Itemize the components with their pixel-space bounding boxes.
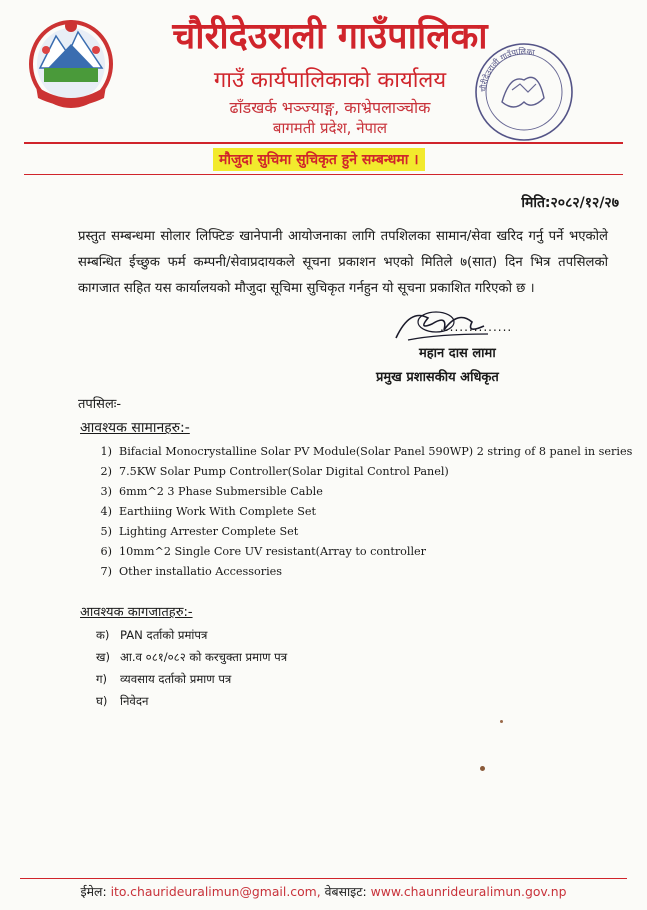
list-item bbox=[96, 668, 287, 690]
nepal-emblem-icon bbox=[26, 14, 116, 110]
email-link[interactable]: ito.chaurideuralimun@gmail.com, bbox=[110, 884, 321, 899]
list-item bbox=[88, 542, 632, 562]
doc-text: PAN दर्ताको प्रमांपत्र bbox=[120, 628, 208, 642]
paper-speck bbox=[480, 766, 485, 771]
item-text: 10mm^2 Single Core UV resistant(Array to controller bbox=[119, 545, 427, 558]
list-item bbox=[88, 562, 632, 582]
footer bbox=[0, 883, 647, 900]
list-item bbox=[88, 462, 632, 482]
list-item bbox=[96, 690, 287, 712]
signer-name: महान दास लामा bbox=[419, 346, 496, 361]
office-province: बागमती प्रदेश, नेपाल bbox=[272, 119, 388, 137]
seal-text: चौरीदेउराली गाउँपालिका bbox=[478, 46, 536, 93]
item-number: 1) bbox=[100, 445, 112, 458]
header-divider bbox=[24, 142, 623, 144]
item-text: 7.5KW Solar Pump Controller(Solar Digital Control Panel) bbox=[119, 465, 449, 478]
list-item bbox=[88, 482, 632, 502]
list-item bbox=[88, 442, 632, 462]
office-address: ढाँडखर्क भञ्ज्याङ्ग, काभ्रेपलाञ्चोक bbox=[229, 98, 431, 117]
list-item bbox=[96, 646, 287, 668]
municipality-name: चौरीदेउराली गाउँपालिका bbox=[172, 16, 488, 57]
doc-number: ख) bbox=[96, 650, 111, 664]
list-item bbox=[88, 502, 632, 522]
subject-divider bbox=[24, 174, 623, 175]
paper-speck bbox=[500, 720, 503, 723]
items-heading: आवश्यक सामानहरु:- bbox=[80, 420, 190, 436]
docs-heading: आवश्यक कागजातहरु:- bbox=[80, 605, 193, 620]
svg-text:चौरीदेउराली गाउँपालिका bbox=[478, 46, 536, 92]
item-number: 7) bbox=[100, 565, 112, 578]
item-text: Bifacial Monocrystalline Solar PV Module(Solar Panel 590WP) 2 string of 8 panel in series bbox=[119, 445, 633, 458]
details-label: तपसिलः- bbox=[78, 397, 122, 412]
office-name: गाउँ कार्यपालिकाको कार्यालय bbox=[213, 68, 447, 93]
list-item bbox=[96, 624, 287, 646]
website-label: वेबसाइट: bbox=[324, 884, 367, 899]
item-text: 6mm^2 3 Phase Submersible Cable bbox=[119, 485, 323, 498]
item-number: 4) bbox=[100, 505, 112, 518]
item-text: Earthiing Work With Complete Set bbox=[119, 505, 316, 518]
item-number: 6) bbox=[100, 545, 112, 558]
doc-text: आ.व ०८१/०८२ को करचुक्ता प्रमाण पत्र bbox=[120, 650, 288, 664]
subject-line: मौजुदा सुचिमा सुचिकृत हुने सम्बन्धमा । bbox=[213, 148, 425, 171]
notice-date: मिति:२०८२/१२/२७ bbox=[521, 195, 619, 211]
doc-number: घ) bbox=[96, 694, 108, 708]
office-seal-icon bbox=[472, 40, 576, 144]
signature-dots: ............... bbox=[440, 320, 513, 334]
signer-title: प्रमुख प्रशासकीय अधिकृत bbox=[376, 370, 499, 385]
item-number: 5) bbox=[100, 525, 112, 538]
list-item bbox=[88, 522, 632, 542]
item-number: 3) bbox=[100, 485, 112, 498]
website-link[interactable]: www.chaunrideuralimun.gov.np bbox=[370, 884, 567, 899]
items-list bbox=[88, 442, 632, 582]
doc-text: व्यवसाय दर्ताको प्रमाण पत्र bbox=[120, 672, 232, 686]
item-text: Other installatio Accessories bbox=[119, 565, 283, 578]
email-label: ईमेल: bbox=[80, 884, 107, 899]
doc-number: ग) bbox=[96, 672, 108, 686]
notice-body: प्रस्तुत सम्बन्धमा सोलार लिफ्टिङ खानेपानी आयोजनाका लागि तपशिलका सामान/सेवा खरिद गर्नु पर्ने भएकोले सम्बन्धित ईच्छुक फर्म कम्पनी/सेवाप्रदायकले सूचना प्रकाशन भएको मितिले ७(सात) दिन भित्र तपसिलको कागजात सहित यस कार्यालयको मौजुदा सूचिमा सुचिकृत गर्नहुन यो सूचना प्रकाशित गरिएको छ । bbox=[78, 229, 608, 296]
item-number: 2) bbox=[100, 465, 112, 478]
doc-text: निवेदन bbox=[120, 694, 149, 708]
footer-divider bbox=[20, 878, 627, 879]
doc-number: क) bbox=[96, 628, 110, 642]
item-text: Lighting Arrester Complete Set bbox=[119, 525, 299, 538]
docs-list bbox=[96, 624, 287, 712]
